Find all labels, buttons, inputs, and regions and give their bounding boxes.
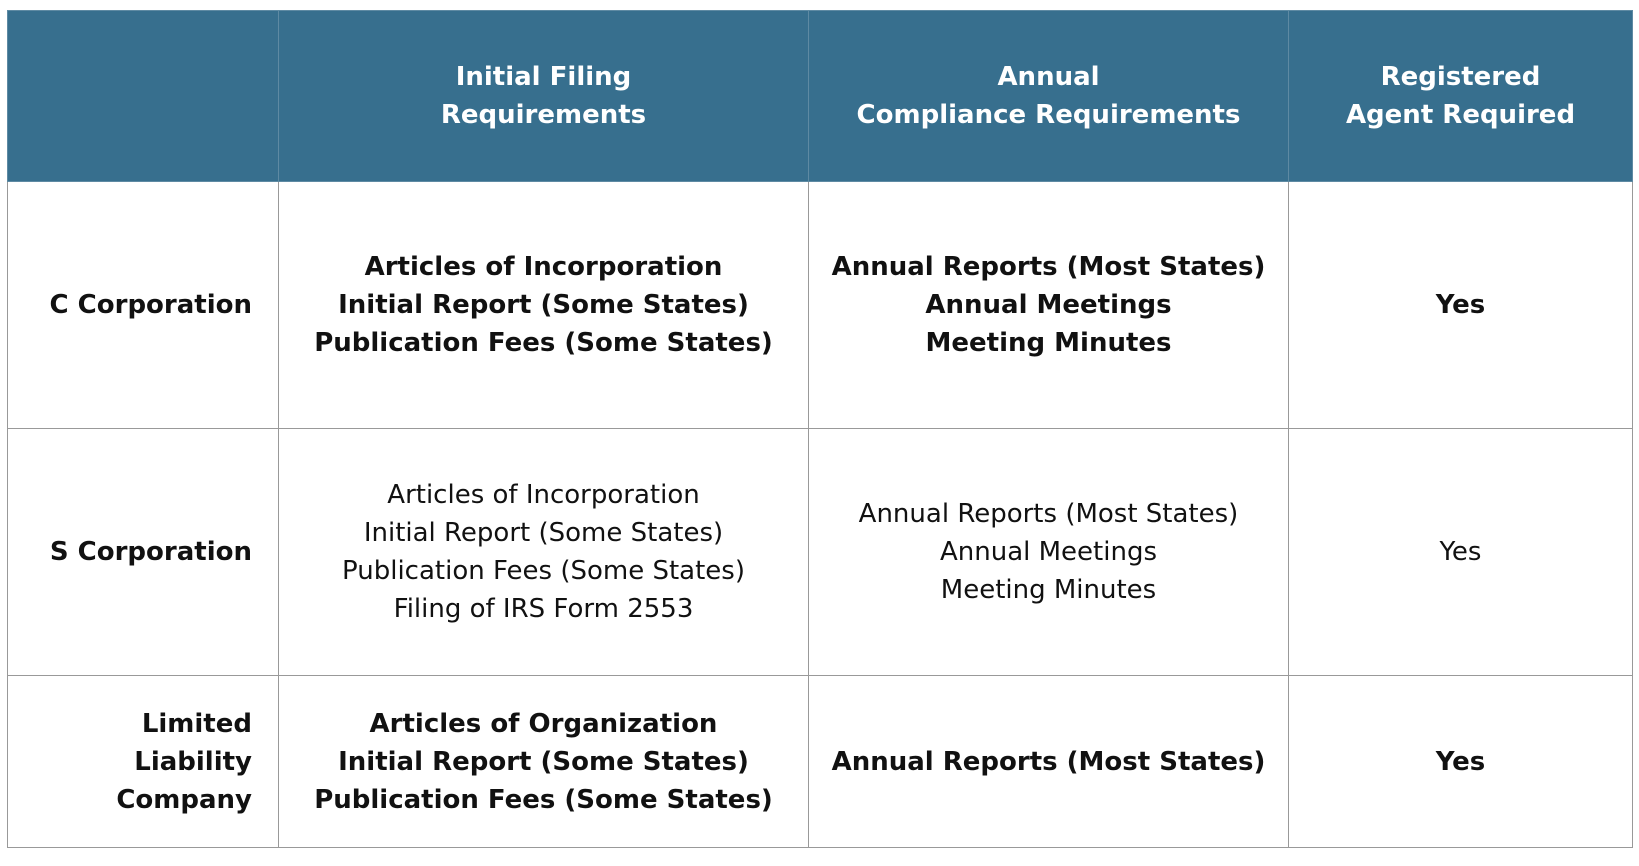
header-row	[8, 11, 1633, 182]
cell-registered-agent: Yes	[1289, 182, 1633, 429]
header-initial-filing: Initial Filing Requirements	[279, 11, 809, 182]
cell-annual-compliance: Annual Reports (Most States)	[809, 676, 1289, 848]
cell-annual-compliance: Annual Reports (Most States) Annual Meetings Meeting Minutes	[809, 182, 1289, 429]
row-label-s-corporation: S Corporation	[8, 429, 279, 676]
comparison-table	[7, 10, 1633, 848]
header-corner-cell	[8, 11, 279, 182]
table-row-llc	[8, 676, 1633, 848]
cell-initial-filing: Articles of Incorporation Initial Report (Some States) Publication Fees (Some States) Filing of IRS Form 2553	[279, 429, 809, 676]
cell-initial-filing: Articles of Incorporation Initial Report (Some States) Publication Fees (Some States)	[279, 182, 809, 429]
header-annual-compliance: Annual Compliance Requirements	[809, 11, 1289, 182]
cell-registered-agent: Yes	[1289, 676, 1633, 848]
header-registered-agent: Registered Agent Required	[1289, 11, 1633, 182]
table-row-s-corporation	[8, 429, 1633, 676]
row-label-llc: Limited Liability Company	[8, 676, 279, 848]
cell-annual-compliance: Annual Reports (Most States) Annual Meetings Meeting Minutes	[809, 429, 1289, 676]
table-row-c-corporation	[8, 182, 1633, 429]
cell-initial-filing: Articles of Organization Initial Report (Some States) Publication Fees (Some States)	[279, 676, 809, 848]
row-label-c-corporation: C Corporation	[8, 182, 279, 429]
cell-registered-agent: Yes	[1289, 429, 1633, 676]
